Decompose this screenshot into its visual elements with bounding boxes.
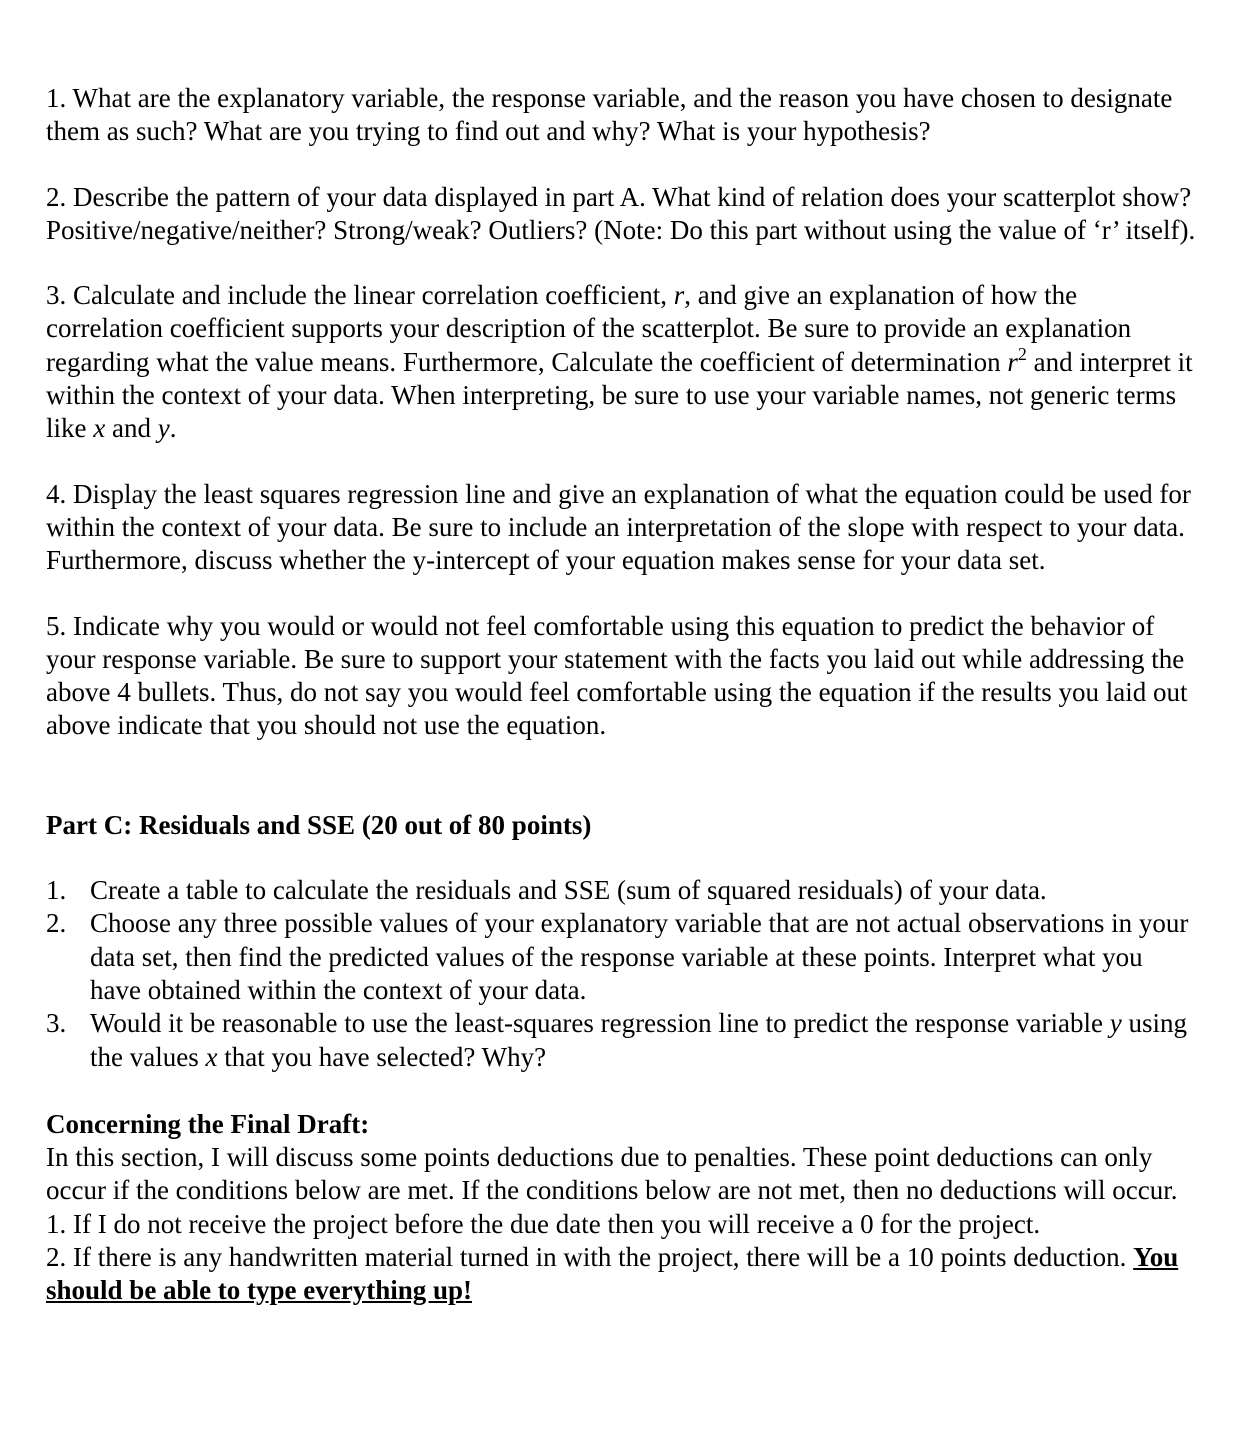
spacer — [46, 1074, 1196, 1108]
list-item-text: Create a table to calculate the residuals and SSE (sum of squared residuals) of your data. — [90, 875, 1047, 906]
final-draft-intro: In this section, I will discuss some points deductions due to penalties. These point deductions can only occur if the conditions below are met. If the conditions below are not met, then no deductions will occur. — [46, 1142, 1178, 1206]
part-c-list — [46, 874, 1196, 1074]
list-item-number: 2. — [46, 908, 67, 939]
question-4: 4. Display the least squares regression line and give an explanation of what the equation could be used for within the context of your data. Be sure to include an interpretation of the slope with respect to your data. Furthermore, discuss whether the y-intercept of your equation makes sense for your data set. — [46, 478, 1191, 576]
spacer — [46, 578, 1196, 610]
var-y-symbol: y — [1109, 1008, 1122, 1039]
document-page — [46, 82, 1196, 1308]
q3-x-symbol: x — [93, 413, 106, 444]
q3-superscript: 2 — [1017, 343, 1027, 364]
q3-end: . — [169, 413, 177, 444]
question-5: 5. Indicate why you would or would not feel comfortable using this equation to predict the behavior of your response variable. Be sure to support your statement with the facts you laid out while addressing the above 4 bullets. Thus, do not say you would feel comfortable using the equation if the results you laid out above indicate that you should not use the equation. — [46, 610, 1188, 741]
q3-y-symbol: y — [157, 413, 170, 444]
question-3 — [46, 279, 1196, 445]
list-item — [46, 874, 1196, 907]
q3-text-1: 3. Calculate and include the linear correlation coefficient, — [46, 280, 674, 311]
q3-r-symbol: r — [673, 280, 685, 311]
rule-2-emphasis: You should be able to type everything up! — [46, 1242, 1179, 1306]
list-item — [46, 1007, 1196, 1074]
final-draft-rule-2 — [46, 1241, 1196, 1308]
list-item-text-c: that you have selected? Why? — [217, 1041, 547, 1072]
spacer — [46, 842, 1196, 874]
list-item-text: Choose any three possible values of your explanatory variable that are not actual observations in your data set, then find the predicted values of the response variable at these points. Interpret what you have obtained within the context of your data. — [90, 908, 1189, 1005]
list-item-text-b: using the values — [90, 1008, 1187, 1072]
spacer — [46, 149, 1196, 181]
list-item — [46, 907, 1196, 1007]
question-2: 2. Describe the pattern of your data displayed in part A. What kind of relation does your scatterplot show? Positive/negative/neither? Strong/weak? Outliers? (Note: Do this part without using the value of ‘r’ itself). — [46, 181, 1196, 245]
q3-text-2: , and give an explanation of how the correlation coefficient supports your description of the scatterplot. Be sure to provide an explanation regarding what the value means. Furthermore, Calculate the coefficient of determination — [46, 280, 1132, 377]
var-x-symbol: x — [205, 1041, 218, 1072]
q3-r2-symbol: r — [1007, 346, 1018, 377]
spacer — [46, 247, 1196, 279]
spacer — [46, 446, 1196, 478]
list-item-number: 1. — [46, 875, 67, 906]
list-item-number: 3. — [46, 1008, 67, 1039]
q3-text-3: and interpret it within the context of your data. When interpreting, be sure to use your variable names, not generic terms like — [46, 346, 1193, 444]
final-draft-heading: Concerning the Final Draft: — [46, 1108, 370, 1139]
list-item-text-a: Would it be reasonable to use the least-squares regression line to predict the response variable — [90, 1008, 1110, 1039]
rule-2-text: 2. If there is any handwritten material turned in with the project, there will be a 10 points deduction. — [46, 1242, 1134, 1273]
part-c-heading: Part C: Residuals and SSE (20 out of 80 points) — [46, 809, 592, 840]
spacer — [46, 743, 1196, 809]
question-1: 1. What are the explanatory variable, the response variable, and the reason you have chosen to designate them as such? What are you trying to find out and why? What is your hypothesis? — [46, 83, 1173, 147]
final-draft-rule-1: 1. If I do not receive the project before the due date then you will receive a 0 for the project. — [46, 1208, 1041, 1239]
q3-and: and — [105, 413, 158, 444]
